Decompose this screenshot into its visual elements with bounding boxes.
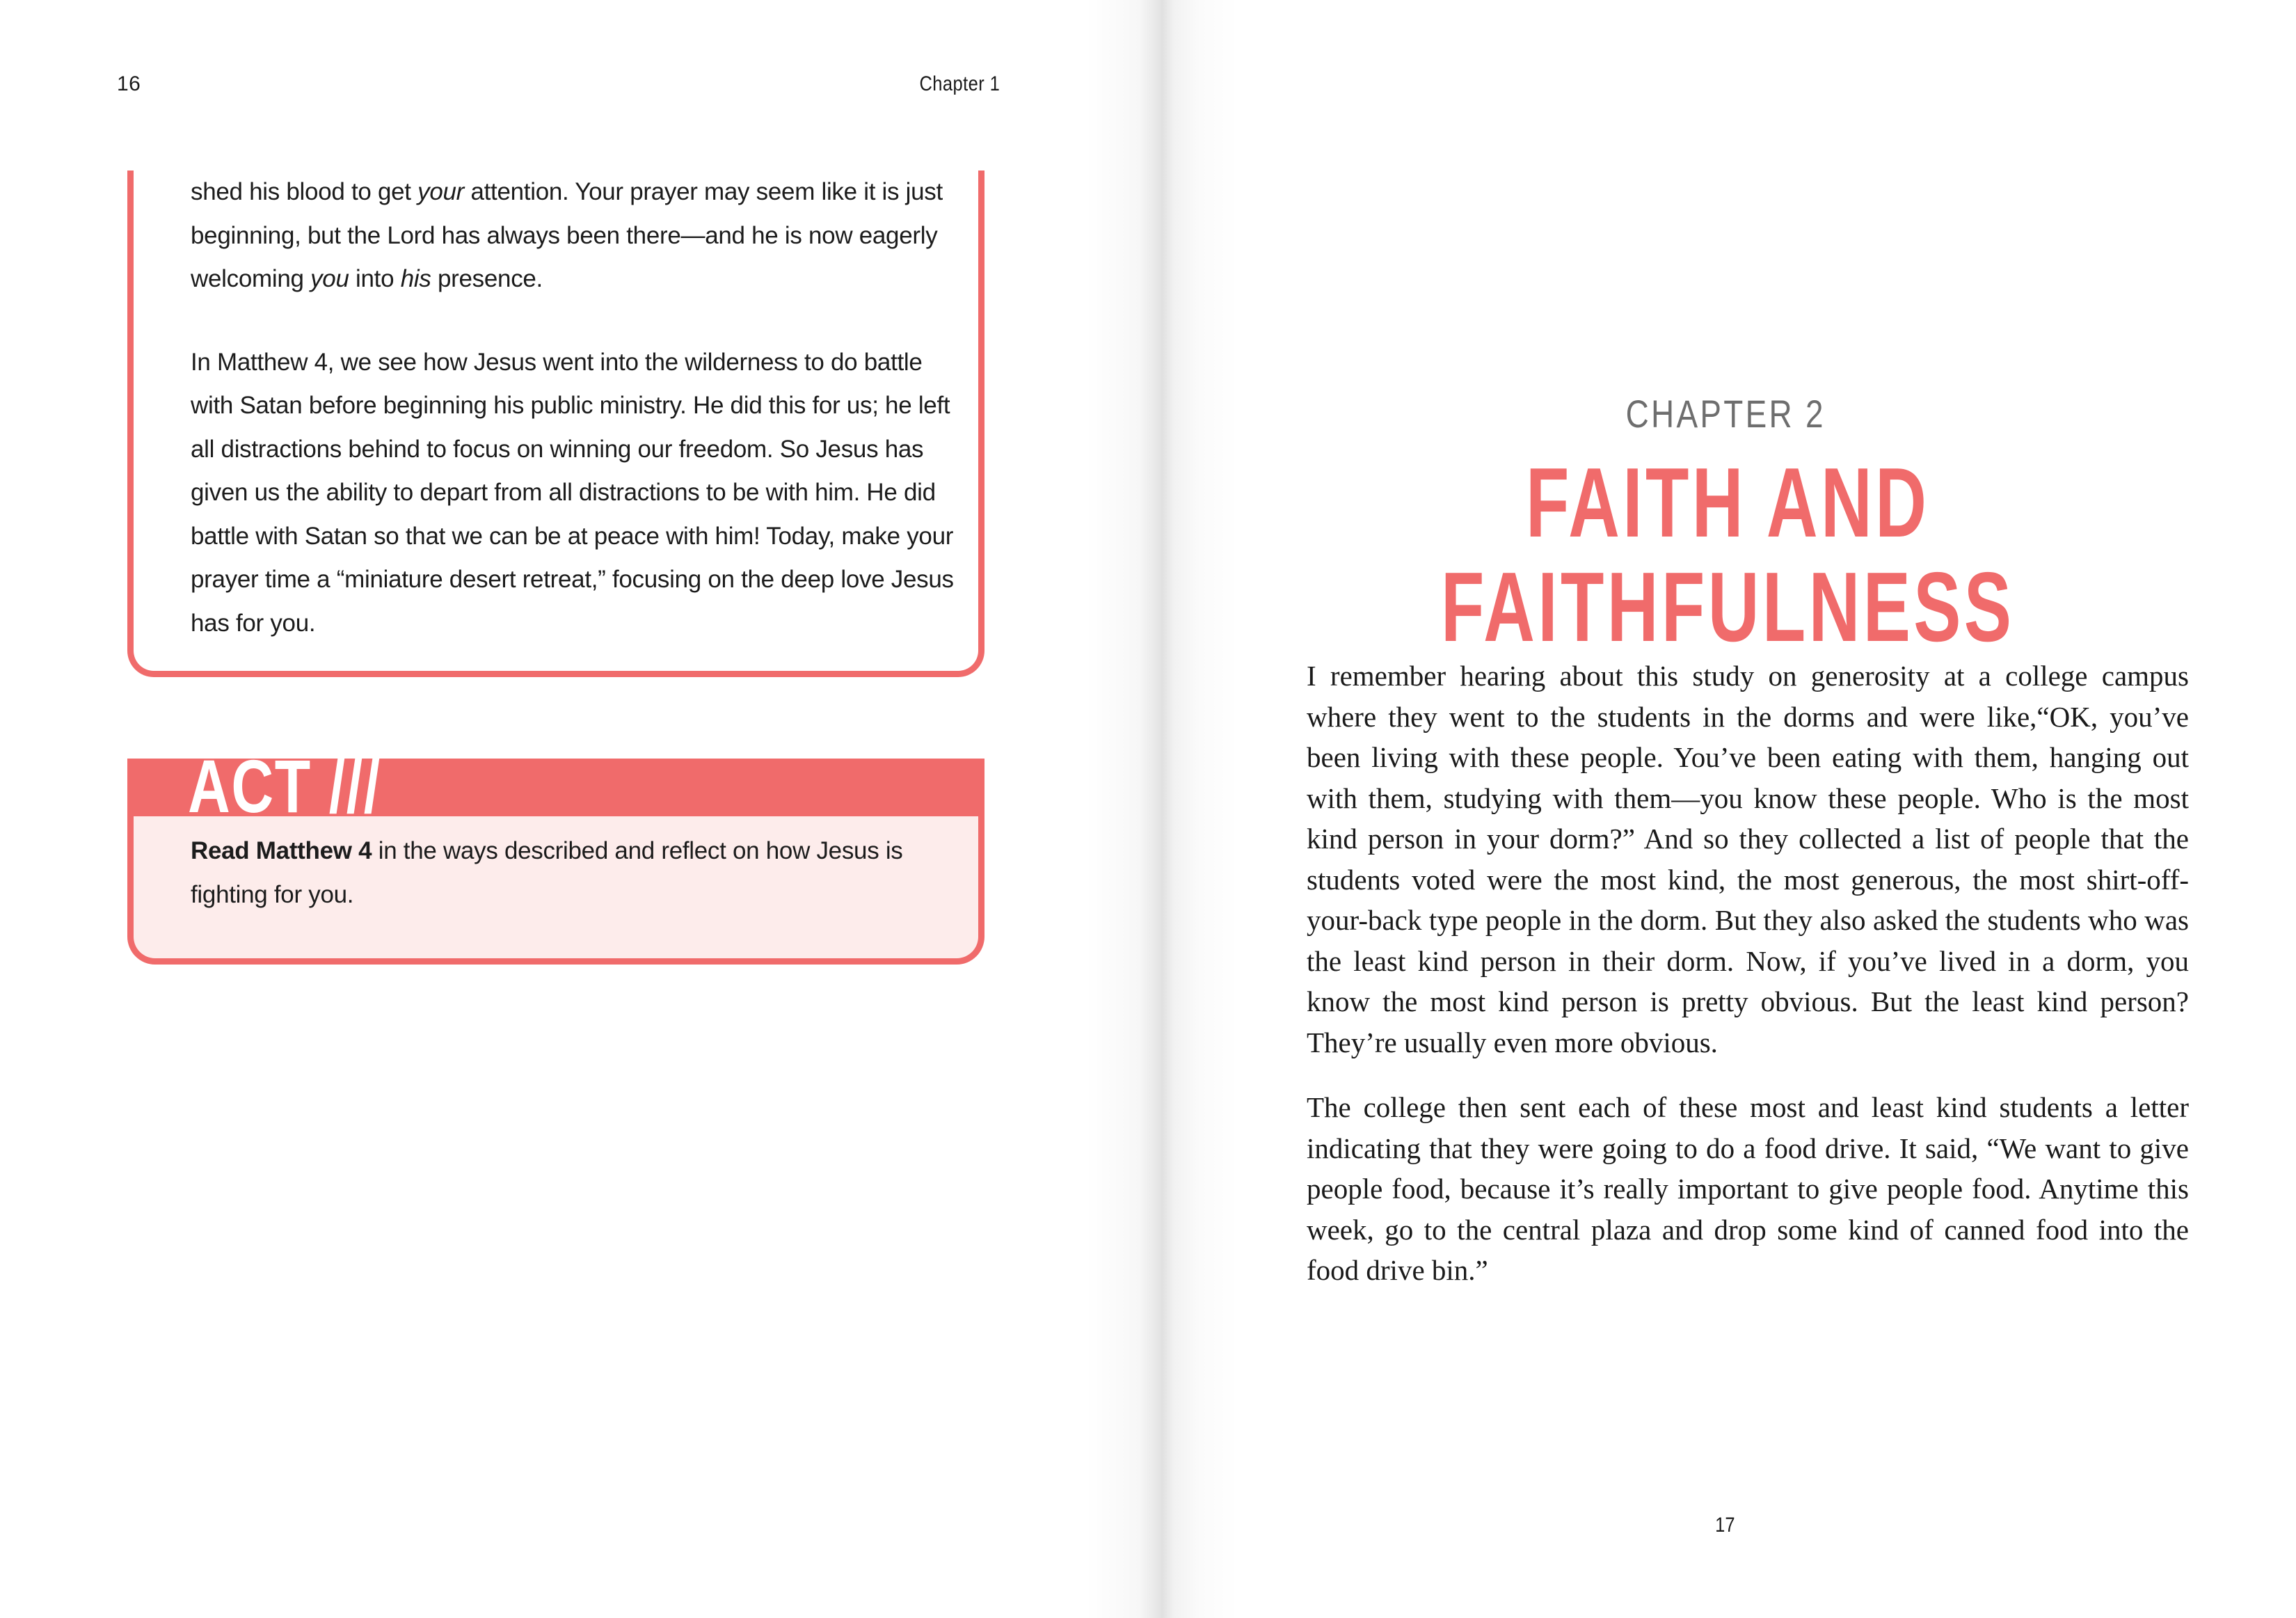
- page-number-left: 16: [117, 72, 141, 95]
- act-bold-lead: Read Matthew 4: [191, 837, 372, 864]
- reflection-paragraph: [191, 341, 956, 646]
- chapter-title: FAITH AND FAITHFULNESS: [1440, 447, 2015, 663]
- body-paragraph: I remember hearing about this study on generosity at a college campus where they went to the students in the dorms and were like,“OK, you’ve been living with these people. You’ve been eating with them, hanging out with them, studying with them—you know these people. Who is the most kind person in your dorm?” And so they collected a list of people that the students voted were the most kind, the most generous, the most shirt-off-your-back type people in the dorm. But they also asked the students who was the least kind person in their dorm. Now, if you’ve lived in a dorm, you know the most kind person is pretty obvious. But the least kind person? They’re usually even more obvious.: [1307, 660, 2189, 1058]
- chapter-body: [1307, 656, 2189, 1291]
- italic-run: your: [417, 178, 465, 205]
- reflection-paragraph: [191, 170, 956, 301]
- act-box: [127, 759, 984, 965]
- right-page: [1148, 0, 2296, 1618]
- act-title: ACT ///: [188, 759, 381, 816]
- text-run: into: [349, 265, 401, 292]
- italic-run: his: [400, 265, 431, 292]
- act-header-band: [134, 759, 978, 816]
- act-text: [191, 830, 956, 917]
- chapter-label: CHAPTER 2: [1625, 392, 1826, 436]
- text-run: In Matthew 4, we see how Jesus went into the wilderness to do battle with Satan before beginning his public ministry. He did this for us; he left all distractions behind to focus on winning our freedom. So Jesus has given us the ability to depart from all distractions to be with him. He did battle with Satan so that we can be at peace with him! Today, make your prayer time a “miniature desert retreat,” focusing on the deep love Jesus has for you.: [191, 348, 954, 637]
- running-head: Chapter 1: [919, 72, 1000, 95]
- italic-run: you: [310, 265, 349, 292]
- text-run: attention. Your prayer may seem like it is just beginning, but the Lord has always been there—and he is now eagerly welcoming: [191, 178, 943, 292]
- reflection-text: [191, 170, 956, 645]
- text-run: presence.: [431, 265, 543, 292]
- page-number-right: 17: [1715, 1514, 1735, 1537]
- reflection-box: [127, 170, 984, 677]
- body-paragraph: The college then sent each of these most and least kind students a letter indicating that they were going to do a food drive. It said, “We want to give people food, because it’s really important to give people food. Anytime this week, go to the central plaza and drop some kind of canned food into the food drive bin.”: [1307, 1091, 2189, 1286]
- act-body: in the ways described and reflect on how Jesus is fighting for you.: [191, 837, 903, 908]
- text-run: shed his blood to get: [191, 178, 418, 205]
